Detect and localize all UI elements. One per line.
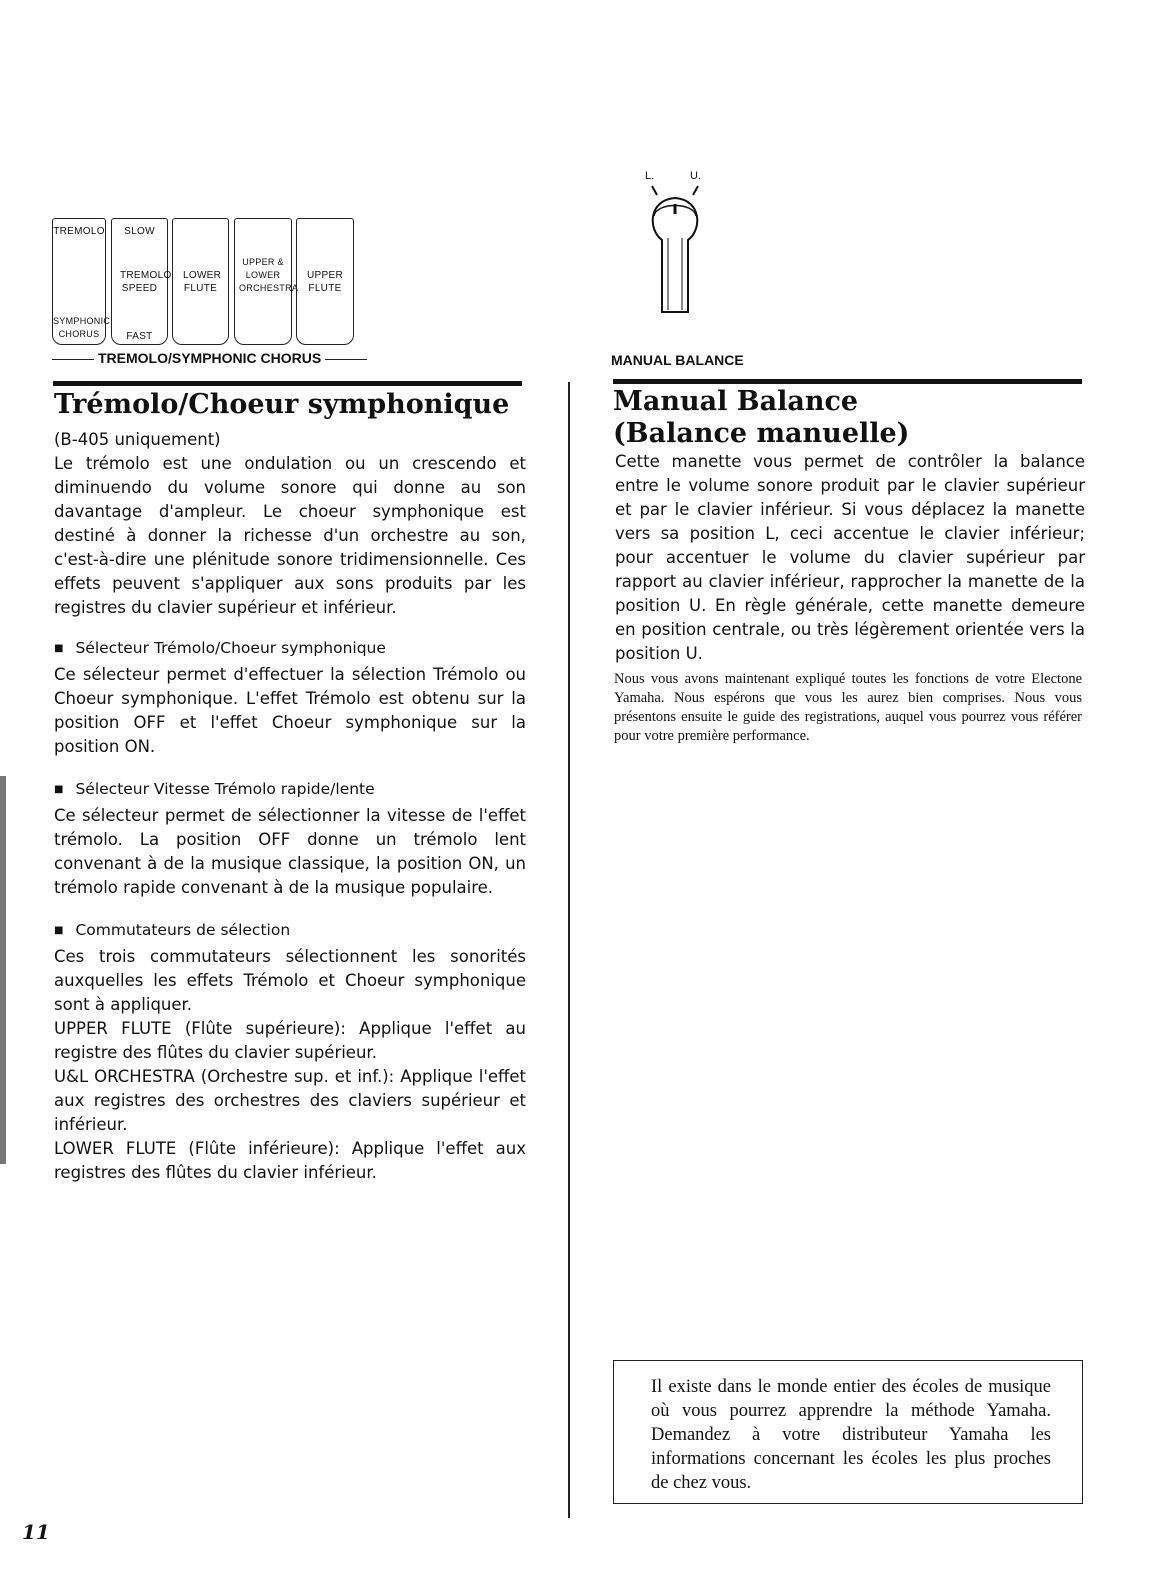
lower-flute-paragraph: LOWER FLUTE (Flûte inférieure): Applique l'effet aux registres des flûtes du clavier inférieur. [54, 1139, 526, 1182]
intro-paragraph: Le trémolo est une ondulation ou un crescendo et diminuendo du volume sonore qui donne au son davantage d'ampleur. Le choeur symphonique est destiné à donner la richesse d'un orchestre au son, c'est-à-dire une plénitude sonore tridimensionnelle. Ces effets peuvent s'appliquer aux sons produits par les registres du clavier supérieur et inférieur. [54, 454, 526, 617]
left-body [54, 428, 526, 1185]
title-line-1: Manual Balance [613, 386, 859, 417]
balance-lever-icon [630, 182, 720, 322]
switch-label: LOWER FLUTE [183, 270, 222, 294]
switch-label: UPPER & LOWER ORCHESTRA [239, 257, 299, 293]
orchestra-paragraph: U&L ORCHESTRA (Orchestre sup. et inf.): Applique l'effet aux registres des orchestres des claviers supérieur et inférieur. [54, 1067, 526, 1134]
switch-label: TREMOLO SPEED [120, 270, 172, 294]
section-heading: ■ Sélecteur Trémolo/Choeur symphonique [54, 636, 526, 663]
section-paragraph: Ces trois commutateurs sélectionnent les sonorités auxquelles les effets Trémolo et Choeur symphonique sont à appliquer. [54, 947, 526, 1014]
column-divider [568, 382, 570, 1518]
page-title-tremolo: Trémolo/Choeur symphonique [54, 389, 510, 420]
box-text: Il existe dans le monde entier des écoles de musique où vous pourrez apprendre la méthode Yamaha. Demandez à votre distributeur Yamaha les informations concernant les écoles les plus proches de chez vous. [651, 1377, 1051, 1493]
section-heading: ■ Sélecteur Vitesse Trémolo rapide/lente [54, 777, 526, 804]
balance-paragraph: Cette manette vous permet de contrôler la balance entre le volume sonore produit par le clavier supérieur et par le clavier inférieur. Si vous déplacez la manette vers sa position L, ceci accentue le clavier inférieur; pour accentuer le volume du clavier supérieur par rapport au clavier inférieur, rapprocher la manette de la position U. En règle générale, cette manette demeure en position centrale, ou très légèrement orientée vers la position U. [615, 452, 1085, 663]
switch-label: UPPER FLUTE [307, 270, 343, 294]
page-number: 11 [22, 1520, 50, 1544]
switch-tremolo-speed [111, 218, 172, 345]
switch-lower-flute [172, 218, 229, 345]
switch-tremolo-chorus [52, 218, 111, 345]
lever-caption: MANUAL BALANCE [611, 352, 744, 368]
switch-label: SLOW [124, 226, 155, 237]
switch-ul-orchestra [234, 218, 299, 345]
title-line-2: (Balance manuelle) [613, 418, 910, 449]
tremolo-switch-panel [52, 218, 356, 346]
yamaha-schools-box [613, 1360, 1083, 1504]
page-title-balance [613, 386, 1083, 450]
closing-paragraph: Nous vous avons maintenant expliqué toutes les fonctions de votre Electone Yamaha. Nous espérons que vous les aurez bien comprises. Nous vous présentons ensuite le guide des registrations, auquel vous pourrez vous référer pour votre première performance. [614, 671, 1082, 744]
right-body [615, 450, 1085, 666]
section-paragraph: Ce sélecteur permet d'effectuer la sélection Trémolo ou Choeur symphonique. L'effet Trémolo est obtenu sur la position OFF et l'effet Choeur symphonique sur la position ON. [54, 665, 526, 756]
switch-label: FAST [126, 331, 153, 342]
switch-upper-flute [296, 218, 354, 345]
section-heading: ■ Commutateurs de sélection [54, 918, 526, 945]
upper-flute-paragraph: UPPER FLUTE (Flûte supérieure): Applique l'effet au registre des flûtes du clavier supérieur. [54, 1019, 526, 1062]
section-paragraph: Ce sélecteur permet de sélectionner la vitesse de l'effet trémolo. La position OFF donne un trémolo lent convenant à de la musique classique, la position ON, un trémolo rapide convenant à de la musique populaire. [54, 806, 526, 897]
switch-label: SYMPHONIC CHORUS [53, 316, 111, 339]
panel-caption: TREMOLO/SYMPHONIC CHORUS [52, 350, 356, 366]
right-title-rule [613, 379, 1082, 384]
switch-label: TREMOLO [53, 226, 105, 237]
lever-label-l: L. [645, 170, 655, 182]
left-title-rule [53, 381, 522, 386]
subtitle: (B-405 uniquement) [54, 430, 221, 449]
lever-label-u: U. [690, 170, 701, 182]
edge-tab [0, 776, 6, 1164]
